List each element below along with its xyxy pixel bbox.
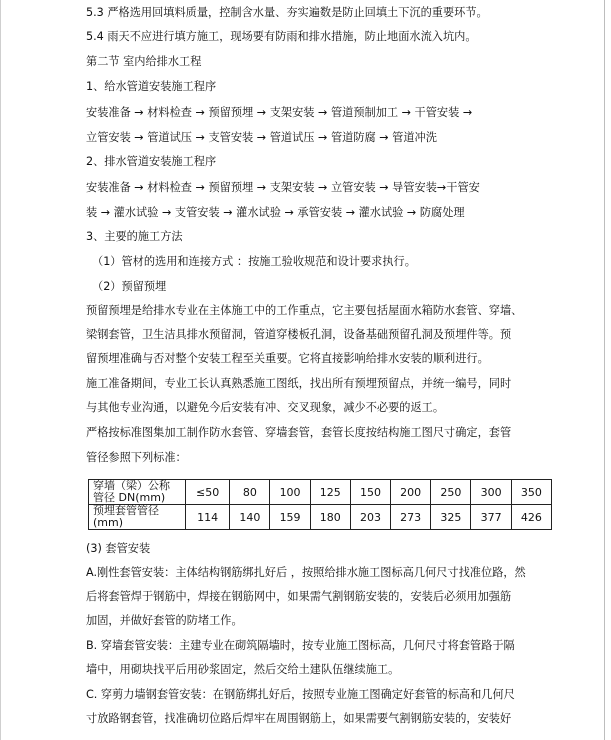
table-cell: 150: [350, 480, 390, 505]
table-cell: 203: [350, 505, 390, 530]
sleeve-size-table: [88, 479, 552, 530]
paragraph-line: 后将套管焊于钢筋中，焊接在钢筋网中，如果需气割钢筋安装的，安装后必须用加强筋: [86, 590, 512, 603]
table-cell: 100: [270, 480, 310, 505]
row-header-sleeve-diameter: 预埋套管管径 (mm): [89, 505, 186, 530]
page-right-border: [604, 0, 605, 740]
section-heading: 第二节 室内给排水工程: [86, 55, 202, 68]
subheading-embedded-parts: （2）预留预埋: [92, 280, 167, 293]
table-cell: 377: [471, 505, 511, 530]
paragraph-line: 施工准备期间，专业工长认真熟悉施工图纸，找出所有预埋预留点，并统一编号，同时: [86, 377, 512, 390]
drainage-process-line-1: 安装准备 → 材料检查 → 预留预埋 → 支架安装 → 立管安装 → 导管安装→干管安: [86, 181, 480, 194]
subheading-sleeve-install: (3) 套管安装: [86, 542, 151, 555]
water-supply-process-line-2: 立管安装 → 管道试压 → 支管安装 → 管道试压 → 管道防腐 → 管道冲洗: [86, 131, 437, 144]
table-cell: 159: [270, 505, 310, 530]
paragraph-line: 留预埋准确与否对整个安装工程至关重要。它将直接影响给排水安装的顺利进行。: [86, 352, 489, 365]
paragraph-line: 与其他专业沟通，以避免今后安装有冲、交叉现象，减少不必要的返工。: [86, 401, 445, 414]
table-cell: ≤50: [186, 480, 230, 505]
clause-5-3: 5.3 严格选用回填料质量，控制含水量、夯实遍数是防止回填土下沉的重要环节。: [86, 6, 488, 19]
subheading-pipe-material: （1）管材的选用和连接方式 ：按施工验收规范和设计要求执行。: [92, 255, 416, 268]
table-cell: 426: [511, 505, 551, 530]
paragraph-line: B. 穿墙套管安装：主建专业在砌筑隔墙时，按专业施工图标高，几何尺寸将套管路于隔: [86, 639, 515, 652]
table-cell: 114: [186, 505, 230, 530]
drainage-process-line-2: 装 → 灌水试验 → 支管安装 → 灌水试验 → 承管安装 → 灌水试验 → 防腐处理: [86, 206, 465, 219]
paragraph-line: 寸放路钢套管，找准确切位路后焊牢在周围钢筋上，如果需要气割钢筋安装的，安装好: [86, 712, 512, 725]
paragraph-line: 墙中，用砌块找平后用砂浆固定，然后交给土建队伍继续施工。: [86, 663, 400, 676]
paragraph-line: 严格按标准图集加工制作防水套管、穿墙套管，套管长度按结构施工图尺寸确定，套管: [86, 426, 512, 439]
paragraph-line: 管径参照下列标准：: [86, 451, 187, 464]
paragraph-line: 梁钢套管，卫生洁具排水预留洞，管道穿楼板孔洞，设备基础预留孔洞及预埋件等。预: [86, 328, 512, 341]
paragraph-line: 加固，并做好套管的防堵工作。: [86, 614, 243, 627]
paragraph-line: A.刚性套管安装：主体结构钢筋绑扎好后 ，按照给排水施工图标高几何尺寸找准位路，然: [86, 566, 526, 579]
table-cell: 125: [310, 480, 350, 505]
heading-water-supply: 1、给水管道安装施工程序: [86, 80, 217, 93]
table-row-nominal-diameter: [89, 480, 552, 505]
row-header-nominal-diameter: 穿墙（梁）公称 管径 DN(mm): [89, 480, 186, 505]
page-left-border: [0, 0, 1, 740]
table-cell: 250: [431, 480, 471, 505]
table-cell: 350: [511, 480, 551, 505]
heading-drainage: 2、排水管道安装施工程序: [86, 155, 217, 168]
table-cell: 325: [431, 505, 471, 530]
table-cell: 300: [471, 480, 511, 505]
table-row-sleeve-diameter: [89, 505, 552, 530]
heading-methods: 3、主要的施工方法: [86, 230, 183, 243]
table-cell: 80: [230, 480, 270, 505]
table-cell: 273: [391, 505, 431, 530]
clause-5-4: 5.4 雨天不应进行填方施工，现场要有防雨和排水措施，防止地面水流入坑内。: [86, 30, 477, 43]
table-cell: 180: [310, 505, 350, 530]
paragraph-line: 预留预埋是给排水专业在主体施工中的工作重点，它主要包括屋面水箱防水套管、穿墙、: [86, 304, 523, 317]
paragraph-line: C. 穿剪力墙钢套管安装：在钢筋绑扎好后，按照专业施工图确定好套管的标高和几何尺: [86, 688, 515, 701]
water-supply-process-line-1: 安装准备 → 材料检查 → 预留预埋 → 支架安装 → 管道预制加工 → 干管安装 →: [86, 106, 473, 119]
table-cell: 140: [230, 505, 270, 530]
table-cell: 200: [391, 480, 431, 505]
